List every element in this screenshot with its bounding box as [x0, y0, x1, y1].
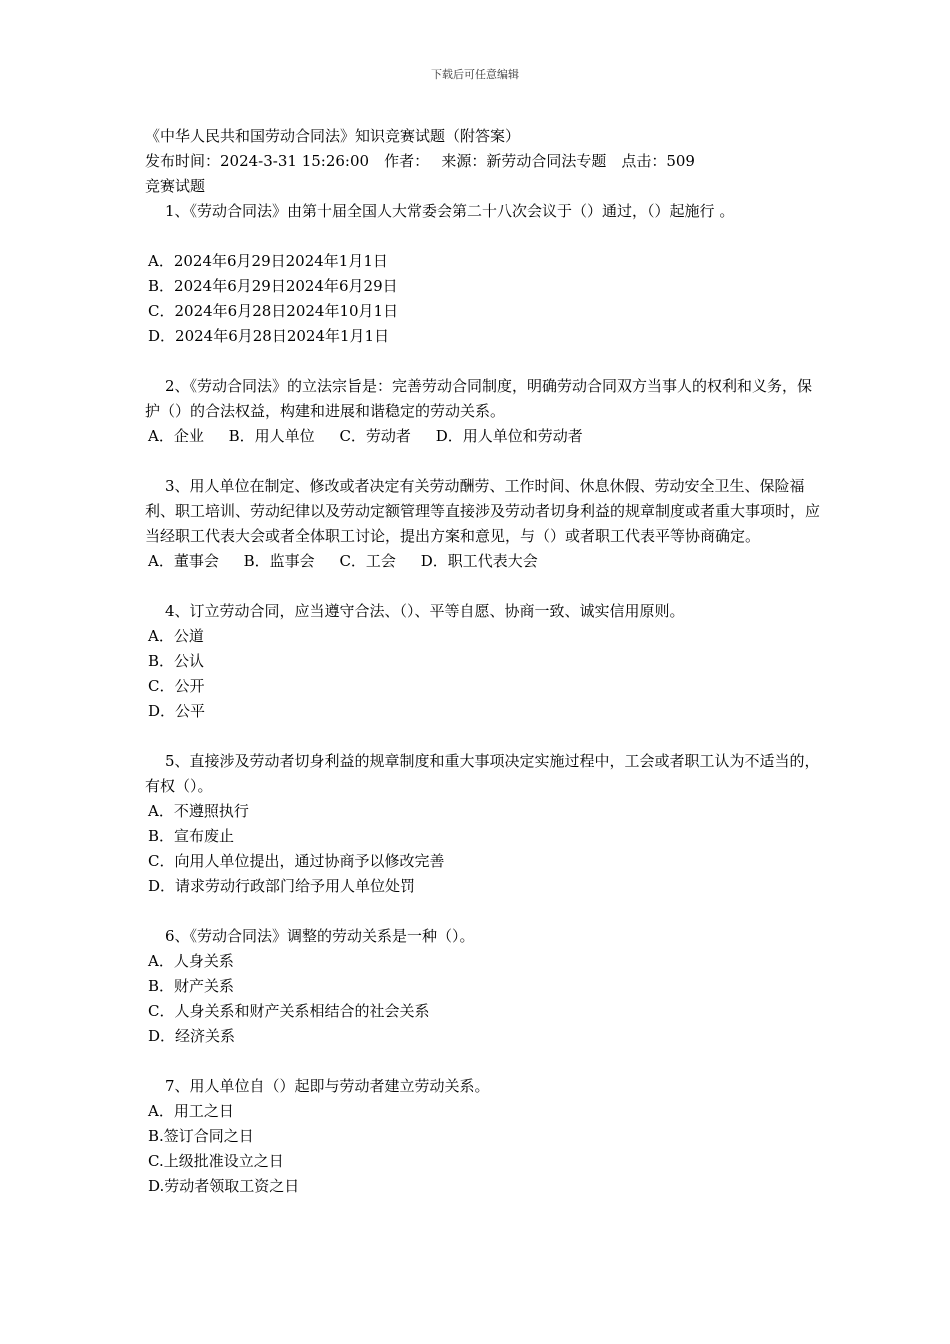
spacer [145, 224, 825, 249]
question-5-text: 5、直接涉及劳动者切身利益的规章制度和重大事项决定实施过程中，工会或者职工认为不适当的，有权（）。 [145, 752, 820, 795]
question-6-option-b: B．财产关系 [148, 977, 235, 995]
question-4-text: 4、订立劳动合同，应当遵守合法、（）、平等自愿、协商一致、诚实信用原则。 [165, 602, 685, 620]
question-3-option-b: B．监事会 [243, 552, 315, 570]
question-4-option-b: B．公认 [148, 652, 205, 670]
question-7-text: 7、用人单位自（）起即与劳动者建立劳动关系。 [165, 1077, 490, 1095]
question-5-option-d: D．请求劳动行政部门给予用人单位处罚 [148, 877, 416, 895]
question-4-option-d: D．公平 [148, 702, 206, 720]
question-3-option-c: C．工会 [339, 552, 396, 570]
question-3-options [145, 549, 825, 574]
question-1-option-c: C．2024年6月28日2024年10月1日 [148, 302, 399, 320]
header-note: 下载后可任意编辑 [431, 68, 519, 81]
question-1-option-d: D．2024年6月28日2024年1月1日 [148, 327, 390, 345]
question-5-option-c: C．向用人单位提出，通过协商予以修改完善 [148, 852, 445, 870]
question-6-option-d: D．经济关系 [148, 1027, 236, 1045]
publish-meta: 发布时间：2024-3-31 15:26:00 作者： 来源：新劳动合同法专题 点击：509 [145, 152, 695, 170]
question-2-options [145, 424, 825, 449]
question-4-option-c: C．公开 [148, 677, 205, 695]
question-6-option-a: A．人身关系 [148, 952, 234, 970]
question-5-option-b: B．宣布废止 [148, 827, 235, 845]
question-6-text: 6、《劳动合同法》调整的劳动关系是一种（）。 [165, 927, 475, 945]
question-1-text: 1、《劳动合同法》由第十届全国人大常委会第二十八次会议于（）通过，（）起施行 。 [165, 202, 735, 220]
question-2-option-a: A．企业 [148, 427, 204, 445]
document-title: 《中华人民共和国劳动合同法》知识竞赛试题（附答案） [145, 127, 521, 145]
question-7-option-b: B.签订合同之日 [148, 1127, 254, 1145]
question-7-option-c: C.上级批准设立之日 [148, 1152, 284, 1170]
question-5-option-a: A．不遵照执行 [148, 802, 249, 820]
spacer [145, 1049, 825, 1074]
question-1-option-b: B．2024年6月29日2024年6月29日 [148, 277, 398, 295]
question-6-option-c: C．人身关系和财产关系相结合的社会关系 [148, 1002, 430, 1020]
question-2-option-c: C．劳动者 [339, 427, 411, 445]
spacer [145, 349, 825, 374]
question-3-option-a: A．董事会 [148, 552, 219, 570]
spacer [145, 449, 825, 474]
question-3-option-d: D．职工代表大会 [420, 552, 538, 570]
spacer [145, 899, 825, 924]
question-7-option-d: D.劳动者领取工资之日 [148, 1177, 300, 1195]
section-title: 竞赛试题 [145, 177, 206, 195]
question-4-option-a: A．公道 [148, 627, 204, 645]
document-content [145, 124, 825, 1199]
question-3-text: 3、用人单位在制定、修改或者决定有关劳动酬劳、工作时间、休息休假、劳动安全卫生、保险福利、职工培训、劳动纪律以及劳动定额管理等直接涉及劳动者切身利益的规章制度或者重大事项时，应当经职工代表大会或者全体职工讨论，提出方案和意见，与（）或者职工代表平等协商确定。 [145, 477, 821, 545]
question-7-option-a: A．用工之日 [148, 1102, 234, 1120]
spacer [145, 574, 825, 599]
question-2-text: 2、《劳动合同法》的立法宗旨是：完善劳动合同制度，明确劳动合同双方当事人的权利和义务，保护（）的合法权益，构建和进展和谐稳定的劳动关系。 [145, 377, 813, 420]
spacer [145, 724, 825, 749]
question-2-option-d: D．用人单位和劳动者 [435, 427, 583, 445]
question-2-option-b: B．用人单位 [228, 427, 315, 445]
question-1-option-a: A．2024年6月29日2024年1月1日 [148, 252, 388, 270]
